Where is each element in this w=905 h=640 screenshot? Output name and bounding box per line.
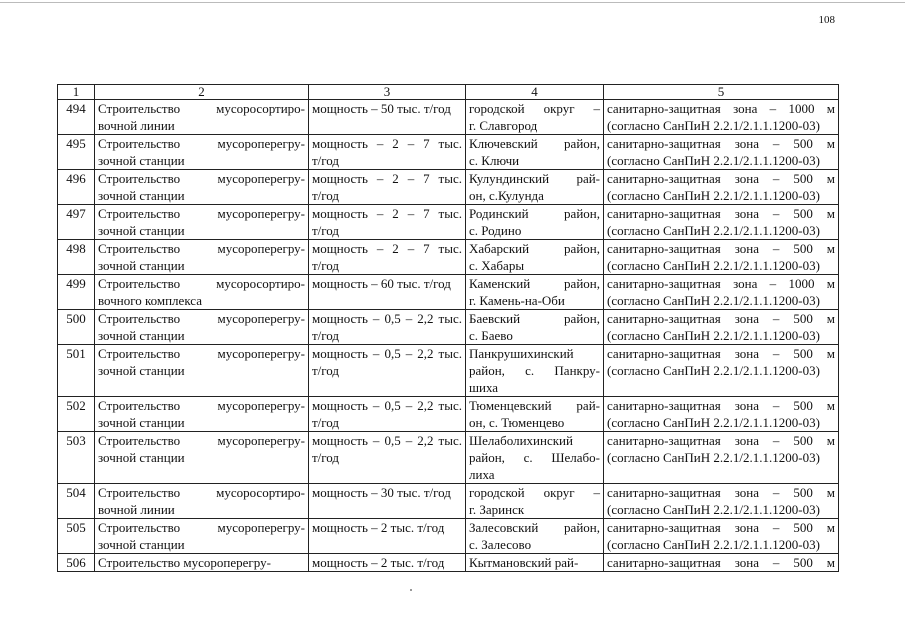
cell-line: санитарно-защитная зона – 500 м xyxy=(607,311,835,326)
location-cell xyxy=(466,275,604,310)
cell-line: (согласно СанПиН 2.2.1/2.1.1.1200-03) xyxy=(607,502,820,517)
cell-line: городской округ – xyxy=(469,101,600,116)
cell-line: (согласно СанПиН 2.2.1/2.1.1.1200-03) xyxy=(607,450,820,465)
cell-line: Панкрушихинский xyxy=(469,346,574,361)
cell-line: Строительство мусоросортиро- xyxy=(98,276,305,291)
column-header: 3 xyxy=(309,85,466,100)
scan-speck xyxy=(410,589,412,591)
cell-line: Залесовский район, xyxy=(469,520,600,535)
cell-line: Строительство мусороперегру- xyxy=(98,555,271,570)
column-header: 5 xyxy=(604,85,839,100)
zone-cell xyxy=(604,170,839,205)
cell-line: Строительство мусороперегру- xyxy=(98,136,305,151)
cell-line: мощность – 2 тыс. т/год xyxy=(312,520,445,535)
cell-line: мощность – 50 тыс. т/год xyxy=(312,101,451,116)
top-rule xyxy=(0,2,905,3)
cell-line: зочной станции xyxy=(98,153,185,168)
row-number: 497 xyxy=(58,205,95,240)
cell-line: вочной линии xyxy=(98,502,175,517)
capacity-cell xyxy=(309,554,466,572)
table-row xyxy=(58,310,839,345)
cell-line: мощность – 0,5 – 2,2 тыс. xyxy=(312,346,462,361)
object-cell xyxy=(95,275,309,310)
table-row xyxy=(58,432,839,484)
cell-line: зочной станции xyxy=(98,537,185,552)
zone-cell xyxy=(604,240,839,275)
cell-line: лиха xyxy=(469,467,495,482)
zone-cell xyxy=(604,100,839,135)
cell-line: санитарно-защитная зона – 500 м xyxy=(607,433,835,448)
row-number: 494 xyxy=(58,100,95,135)
cell-line: мощность – 2 – 7 тыс. xyxy=(312,241,462,256)
capacity-cell xyxy=(309,205,466,240)
object-cell xyxy=(95,205,309,240)
cell-line: Хабарский район, xyxy=(469,241,600,256)
location-cell xyxy=(466,397,604,432)
capacity-cell xyxy=(309,432,466,484)
cell-line: санитарно-защитная зона – 500 м xyxy=(607,206,835,221)
cell-line: мощность – 2 – 7 тыс. xyxy=(312,206,462,221)
row-number: 498 xyxy=(58,240,95,275)
table-row xyxy=(58,554,839,572)
zone-cell xyxy=(604,519,839,554)
location-cell xyxy=(466,135,604,170)
cell-line: зочной станции xyxy=(98,188,185,203)
zone-cell xyxy=(604,432,839,484)
zone-cell xyxy=(604,310,839,345)
cell-line: Строительство мусороперегру- xyxy=(98,433,305,448)
row-number: 499 xyxy=(58,275,95,310)
cell-line: с. Хабары xyxy=(469,258,525,273)
cell-line: г. Славгород xyxy=(469,118,538,133)
cell-line: т/год xyxy=(312,450,340,465)
cell-line: санитарно-защитная зона – 500 м xyxy=(607,136,835,151)
cell-line: мощность – 30 тыс. т/год xyxy=(312,485,451,500)
cell-line: Родинский район, xyxy=(469,206,600,221)
table-row xyxy=(58,275,839,310)
cell-line: мощность – 2 – 7 тыс. xyxy=(312,136,462,151)
cell-line: с. Родино xyxy=(469,223,522,238)
cell-line: т/год xyxy=(312,188,340,203)
cell-line: Строительство мусороперегру- xyxy=(98,398,305,413)
row-number: 496 xyxy=(58,170,95,205)
cell-line: Строительство мусоросортиро- xyxy=(98,485,305,500)
capacity-cell xyxy=(309,170,466,205)
cell-line: т/год xyxy=(312,415,340,430)
row-number: 506 xyxy=(58,554,95,572)
location-cell xyxy=(466,432,604,484)
cell-line: г. Заринск xyxy=(469,502,525,517)
cell-line: Строительство мусороперегру- xyxy=(98,206,305,221)
zone-cell xyxy=(604,135,839,170)
zones-table xyxy=(57,84,839,572)
cell-line: санитарно-защитная зона – 1000 м xyxy=(607,101,835,116)
location-cell xyxy=(466,484,604,519)
capacity-cell xyxy=(309,275,466,310)
location-cell xyxy=(466,554,604,572)
cell-line: (согласно СанПиН 2.2.1/2.1.1.1200-03) xyxy=(607,188,820,203)
object-cell xyxy=(95,397,309,432)
cell-line: (согласно СанПиН 2.2.1/2.1.1.1200-03) xyxy=(607,153,820,168)
cell-line: Тюменцевский рай- xyxy=(469,398,600,413)
location-cell xyxy=(466,170,604,205)
page-number: 108 xyxy=(818,14,835,26)
cell-line: т/год xyxy=(312,153,340,168)
row-number: 503 xyxy=(58,432,95,484)
cell-line: Каменский район, xyxy=(469,276,600,291)
cell-line: Баевский район, xyxy=(469,311,600,326)
location-cell xyxy=(466,240,604,275)
cell-line: вочного комплекса xyxy=(98,293,203,308)
table-row xyxy=(58,345,839,397)
object-cell xyxy=(95,554,309,572)
cell-line: с. Ключи xyxy=(469,153,520,168)
table-body xyxy=(58,100,839,572)
cell-line: район, с. Шелабо- xyxy=(469,450,600,465)
table-row xyxy=(58,240,839,275)
table-row xyxy=(58,135,839,170)
object-cell xyxy=(95,170,309,205)
cell-line: мощность – 0,5 – 2,2 тыс. xyxy=(312,311,462,326)
cell-line: зочной станции xyxy=(98,258,185,273)
cell-line: мощность – 60 тыс. т/год xyxy=(312,276,451,291)
cell-line: Кулундинский рай- xyxy=(469,171,600,186)
cell-line: санитарно-защитная зона – 500 м xyxy=(607,555,835,570)
object-cell xyxy=(95,484,309,519)
object-cell xyxy=(95,432,309,484)
cell-line: (согласно СанПиН 2.2.1/2.1.1.1200-03) xyxy=(607,537,820,552)
cell-line: т/год xyxy=(312,223,340,238)
cell-line: Строительство мусороперегру- xyxy=(98,171,305,186)
zone-cell xyxy=(604,205,839,240)
cell-line: зочной станции xyxy=(98,223,185,238)
cell-line: санитарно-защитная зона – 500 м xyxy=(607,485,835,500)
cell-line: городской округ – xyxy=(469,485,600,500)
zone-cell xyxy=(604,397,839,432)
object-cell xyxy=(95,135,309,170)
zone-cell xyxy=(604,554,839,572)
cell-line: (согласно СанПиН 2.2.1/2.1.1.1200-03) xyxy=(607,328,820,343)
capacity-cell xyxy=(309,135,466,170)
cell-line: зочной станции xyxy=(98,363,185,378)
cell-line: Строительство мусороперегру- xyxy=(98,311,305,326)
cell-line: Строительство мусоросортиро- xyxy=(98,101,305,116)
cell-line: (согласно СанПиН 2.2.1/2.1.1.1200-03) xyxy=(607,118,820,133)
cell-line: Строительство мусороперегру- xyxy=(98,346,305,361)
capacity-cell xyxy=(309,484,466,519)
zone-cell xyxy=(604,484,839,519)
cell-line: (согласно СанПиН 2.2.1/2.1.1.1200-03) xyxy=(607,223,820,238)
table-row xyxy=(58,519,839,554)
column-header: 1 xyxy=(58,85,95,100)
cell-line: санитарно-защитная зона – 1000 м xyxy=(607,276,835,291)
location-cell xyxy=(466,100,604,135)
cell-line: шиха xyxy=(469,380,499,395)
cell-line: мощность – 0,5 – 2,2 тыс. xyxy=(312,398,462,413)
cell-line: мощность – 0,5 – 2,2 тыс. xyxy=(312,433,462,448)
column-header: 2 xyxy=(95,85,309,100)
cell-line: (согласно СанПиН 2.2.1/2.1.1.1200-03) xyxy=(607,258,820,273)
capacity-cell xyxy=(309,240,466,275)
cell-line: Кытмановский рай- xyxy=(469,555,579,570)
object-cell xyxy=(95,310,309,345)
capacity-cell xyxy=(309,519,466,554)
cell-line: санитарно-защитная зона – 500 м xyxy=(607,241,835,256)
cell-line: (согласно СанПиН 2.2.1/2.1.1.1200-03) xyxy=(607,415,820,430)
cell-line: зочной станции xyxy=(98,328,185,343)
capacity-cell xyxy=(309,310,466,345)
table-row xyxy=(58,100,839,135)
object-cell xyxy=(95,345,309,397)
capacity-cell xyxy=(309,100,466,135)
capacity-cell xyxy=(309,345,466,397)
cell-line: Строительство мусороперегру- xyxy=(98,520,305,535)
cell-line: Шелаболихинский xyxy=(469,433,573,448)
cell-line: зочной станции xyxy=(98,415,185,430)
cell-line: т/год xyxy=(312,258,340,273)
cell-line: г. Камень-на-Оби xyxy=(469,293,565,308)
cell-line: (согласно СанПиН 2.2.1/2.1.1.1200-03) xyxy=(607,363,820,378)
location-cell xyxy=(466,345,604,397)
cell-line: район, с. Панкру- xyxy=(469,363,600,378)
cell-line: санитарно-защитная зона – 500 м xyxy=(607,520,835,535)
row-number: 504 xyxy=(58,484,95,519)
table-row xyxy=(58,170,839,205)
zone-cell xyxy=(604,275,839,310)
cell-line: с. Залесово xyxy=(469,537,532,552)
cell-line: мощность – 2 – 7 тыс. xyxy=(312,171,462,186)
cell-line: он, с.Кулунда xyxy=(469,188,544,203)
zone-cell xyxy=(604,345,839,397)
location-cell xyxy=(466,205,604,240)
table-row xyxy=(58,205,839,240)
row-number: 495 xyxy=(58,135,95,170)
object-cell xyxy=(95,100,309,135)
cell-line: т/год xyxy=(312,363,340,378)
cell-line: санитарно-защитная зона – 500 м xyxy=(607,346,835,361)
cell-line: он, с. Тюменцево xyxy=(469,415,565,430)
cell-line: вочной линии xyxy=(98,118,175,133)
capacity-cell xyxy=(309,397,466,432)
cell-line: Строительство мусороперегру- xyxy=(98,241,305,256)
cell-line: с. Баево xyxy=(469,328,513,343)
cell-line: Ключевский район, xyxy=(469,136,600,151)
header-row xyxy=(58,85,839,100)
object-cell xyxy=(95,519,309,554)
row-number: 505 xyxy=(58,519,95,554)
location-cell xyxy=(466,519,604,554)
table-row xyxy=(58,484,839,519)
cell-line: зочной станции xyxy=(98,450,185,465)
location-cell xyxy=(466,310,604,345)
row-number: 501 xyxy=(58,345,95,397)
column-header: 4 xyxy=(466,85,604,100)
row-number: 500 xyxy=(58,310,95,345)
table-row xyxy=(58,397,839,432)
cell-line: т/год xyxy=(312,328,340,343)
cell-line: санитарно-защитная зона – 500 м xyxy=(607,398,835,413)
cell-line: (согласно СанПиН 2.2.1/2.1.1.1200-03) xyxy=(607,293,820,308)
object-cell xyxy=(95,240,309,275)
cell-line: санитарно-защитная зона – 500 м xyxy=(607,171,835,186)
cell-line: мощность – 2 тыс. т/год xyxy=(312,555,445,570)
row-number: 502 xyxy=(58,397,95,432)
